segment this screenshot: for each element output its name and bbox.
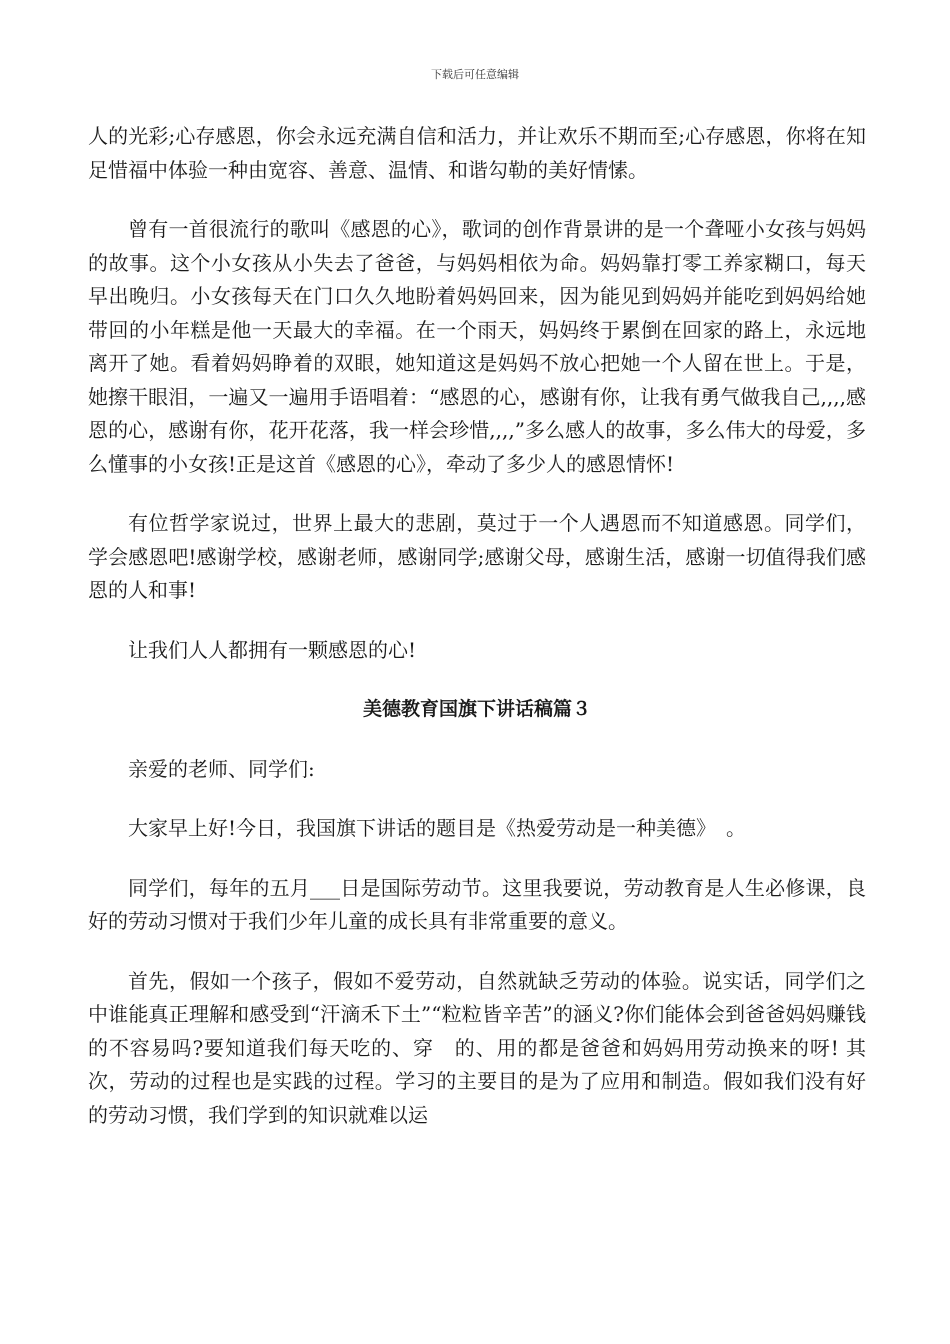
paragraph: 同学们，每年的五月___日是国际劳动节。这里我要说，劳动教育是人生必修课，良好的劳动习惯对于我们少年儿童的成长具有非常重要的意义。: [88, 875, 866, 933]
section-title: 美德教育国旗下讲话稿篇３: [362, 698, 591, 720]
salutation: 亲爱的老师、同学们:: [128, 756, 315, 781]
page-header: 下载后可任意编辑: [431, 68, 519, 81]
paragraph: 让我们人人都拥有一颗感恩的心!: [128, 637, 417, 662]
paragraph: 人的光彩;心存感恩，你会永远充满自信和活力，并让欢乐不期而至;心存感恩，你将在知足惜福中体验一种由宽容、善意、温情、和谐勾勒的美好情愫。: [88, 124, 866, 182]
paragraph: 大家早上好!今日，我国旗下讲话的题目是《热爱劳动是一种美德》 。: [128, 816, 747, 840]
paragraph: 有位哲学家说过，世界上最大的悲剧，莫过于一个人遇恩而不知道感恩。同学们，学会感恩吧!感谢学校，感谢老师，感谢同学;感谢父母，感谢生活，感谢一切值得我们感恩的人和事!: [88, 511, 866, 602]
document-body: [88, 120, 866, 1158]
paragraph: 首先，假如一个孩子，假如不爱劳动，自然就缺乏劳动的体验。说实话，同学们之中谁能真正理解和感受到“汗滴禾下土”“粒粒皆辛苦”的涵义?你们能体会到爸爸妈妈赚钱的不容易吗?要知道我们每天吃的、穿 的、用的都是爸爸和妈妈用劳动换来的呀! 其次，劳动的过程也是实践的过程。学习的主要目的是为了应用和制造。假如我们没有好的劳动习惯，我们学到的知识就难以运: [88, 968, 866, 1127]
paragraph: 曾有一首很流行的歌叫《感恩的心》，歌词的创作背景讲的是一个聋哑小女孩与妈妈的故事。这个小女孩从小失去了爸爸，与妈妈相依为命。妈妈靠打零工养家糊口，每天早出晚归。小女孩每天在门口久久地盼着妈妈回来，因为能见到妈妈并能吃到妈妈给她带回的小年糕是他一天最大的幸福。在一个雨天，妈妈终于累倒在回家的路上，永远地离开了她。看着妈妈睁着的双眼，她知道这是妈妈不放心把她一个人留在世上。于是，她擦干眼泪，一遍又一遍用手语唱着：“感恩的心，感谢有你，让我有勇气做我自己,,,,感恩的心，感谢有你，花开花落，我一样会珍惜,,,,”多么感人的故事，多么伟大的母爱，多么懂事的小女孩!正是这首《感恩的心》，牵动了多少人的感恩情怀!: [88, 217, 866, 476]
